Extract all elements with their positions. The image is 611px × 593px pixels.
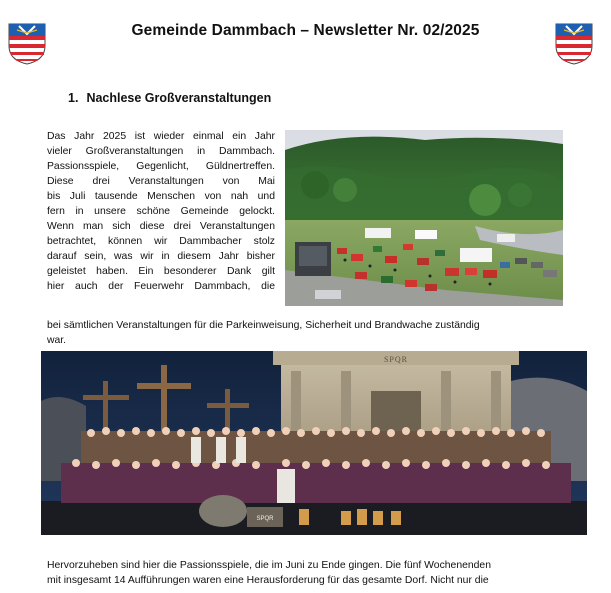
paragraph-line: betrachtet, können wir Dammbacher stolz <box>47 236 275 248</box>
paragraph-line: bis Juli tausende Menschen von nah und <box>47 191 275 203</box>
passion-play-ensemble-image <box>41 351 587 535</box>
stage-sign: SPQR <box>383 355 409 364</box>
paragraph-line: hier auch der Feuerwehr Dammbach, die <box>47 281 275 293</box>
paragraph-line: war. <box>47 335 67 347</box>
paragraph-line: Wenn man sich diese drei Veranstaltungen <box>47 221 275 233</box>
photo-passion-play-ensemble <box>41 351 587 535</box>
coat-of-arms-icon <box>7 22 47 66</box>
paragraph-line: Passionsspiele, Gegenlicht, Güldnertreffen. <box>47 161 275 173</box>
coat-of-arms-right <box>554 22 594 66</box>
paragraph-line: vieler Großveranstaltungen in Dammbach. <box>47 146 275 158</box>
paragraph-line: Hervorzuheben sind hier die Passionsspiele, die im Juni zu Ende gingen. Die fünf Wochenenden <box>47 560 491 571</box>
stage-bag-label: SPQR <box>256 516 274 522</box>
newsletter-title: Gemeinde Dammbach – Newsletter Nr. 02/2025 <box>131 22 480 39</box>
photo-tractor-meeting <box>285 130 563 306</box>
paragraph-line: bei sämtlichen Veranstaltungen für die Parkeinweisung, Sicherheit und Brandwache zuständig <box>47 320 480 331</box>
section-title: Nachlese Großveranstaltungen <box>86 91 272 105</box>
paragraph-line: mit insgesamt 14 Aufführungen waren eine Herausforderung für das gesamte Dorf. Nicht nur die <box>47 575 489 587</box>
intro-paragraph <box>47 129 275 295</box>
section-number: 1. <box>68 91 79 105</box>
coat-of-arms-left <box>7 22 47 66</box>
section-heading <box>68 91 271 105</box>
passion-play-paragraph <box>47 558 567 588</box>
coat-of-arms-icon <box>554 22 594 66</box>
tractor-meeting-image <box>285 130 563 306</box>
paragraph-line: fern in unsere schöne Gemeinde gelockt. <box>47 206 275 218</box>
paragraph-line: Das Jahr 2025 ist wieder einmal ein Jahr <box>47 131 275 142</box>
paragraph-line: geleistet haben. Ein besonderer Dank gilt <box>47 266 275 278</box>
paragraph-line: darauf sein, was wir in diesem Jahr bisher <box>47 251 275 263</box>
intro-paragraph-continued <box>47 318 562 348</box>
paragraph-line: Diese drei Veranstaltungen von Mai <box>47 176 275 188</box>
